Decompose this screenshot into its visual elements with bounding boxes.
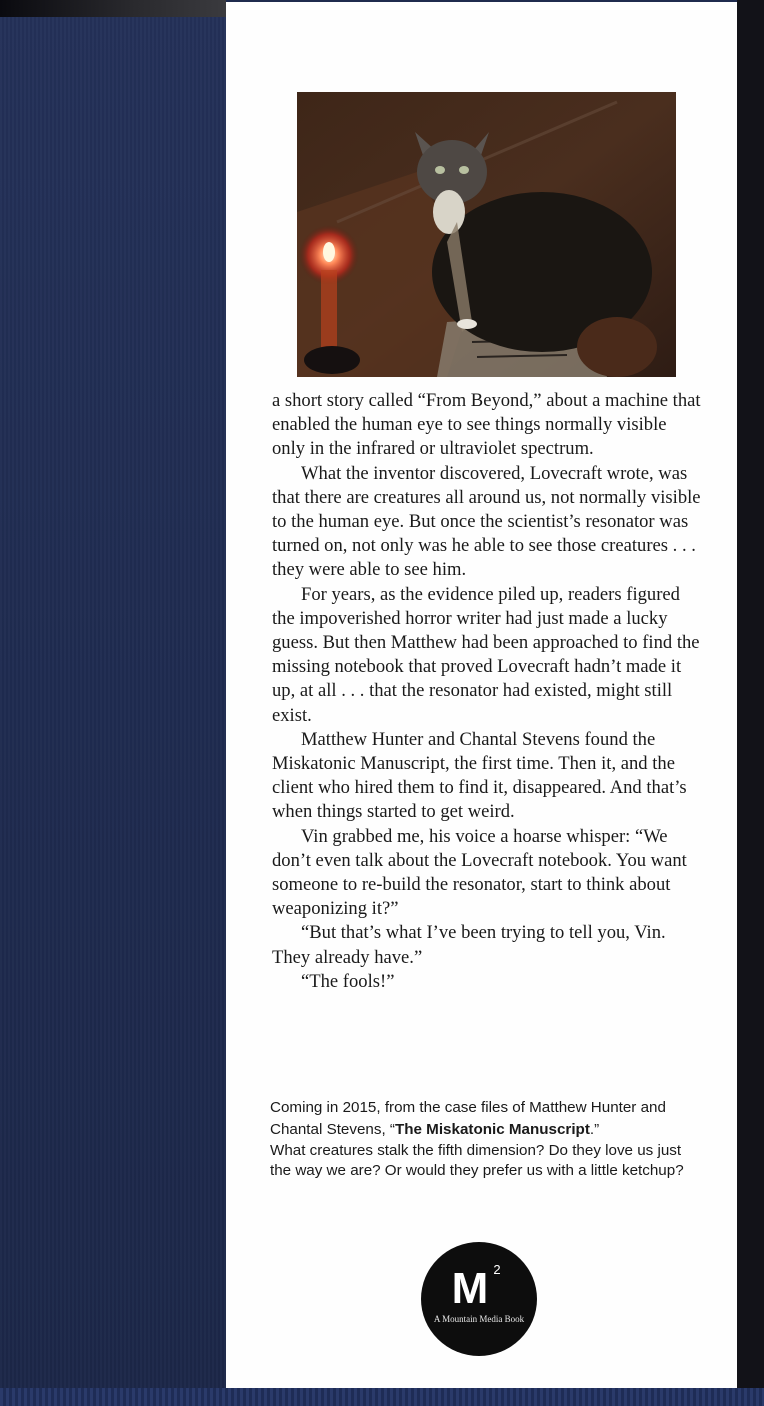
logo-tagline: A Mountain Media Book	[433, 1314, 525, 1324]
publisher-logo	[420, 1241, 538, 1357]
book-cover-top-edge	[0, 0, 226, 17]
paragraph: What the inventor discovered, Lovecraft wrote, was that there are creatures all around us, not normally visible to the human eye. But once the scientist’s resonator was turned on, not only was he able to see those creatures . . . they were able to see him.	[272, 462, 701, 581]
cat-candle-photo	[297, 92, 676, 377]
paragraph: “The fools!”	[301, 970, 395, 992]
book-cover-bottom-edge	[0, 1388, 764, 1406]
paragraph: For years, as the evidence piled up, readers figured the impoverished horror writer had just made a lucky guess. But then Matthew had been approached to find the missing notebook that proved Lovecraft hadn’t made it up, at all . . . that the resonator had existed, might still exist.	[272, 583, 700, 726]
paragraph: a short story called “From Beyond,” about a machine that enabled the human eye to see things normally visible only in the infrared or ultraviolet spectrum.	[272, 390, 701, 460]
cat-photo-illustration	[297, 92, 676, 377]
mountain-media-logo-icon	[420, 1241, 538, 1357]
book-cover-left	[0, 0, 226, 1406]
teaser: What creatures stalk the fifth dimension? Do they love us just the way we are? Or would they prefer us with a little ketchup?	[270, 1142, 684, 1179]
paragraph: Matthew Hunter and Chantal Stevens found the Miskatonic Manuscript, the first time. Then it, and the client who hired them to find it, disappeared. And that’s when things started to get weird.	[272, 728, 687, 823]
next-book-title: The Miskatonic Manuscript	[394, 1121, 590, 1138]
announcement-text: Coming in 2015, from the case files of Matthew Hunter and Chantal Stevens, “	[270, 1099, 666, 1138]
story-text	[272, 389, 702, 994]
logo-mark: M	[451, 1264, 489, 1313]
coming-soon-blurb	[270, 1097, 690, 1181]
logo-superscript: 2	[493, 1262, 501, 1277]
announcement-close: .”	[589, 1121, 600, 1138]
paragraph: “But that’s what I’ve been trying to tell you, Vin. They already have.”	[272, 922, 666, 968]
paragraph: Vin grabbed me, his voice a hoarse whisper: “We don’t even talk about the Lovecraft notebook. You want someone to re-build the resonator, start to think about weaponizing it?”	[272, 825, 687, 920]
announcement	[270, 1097, 690, 1141]
book-cover-right-edge	[737, 0, 764, 1406]
